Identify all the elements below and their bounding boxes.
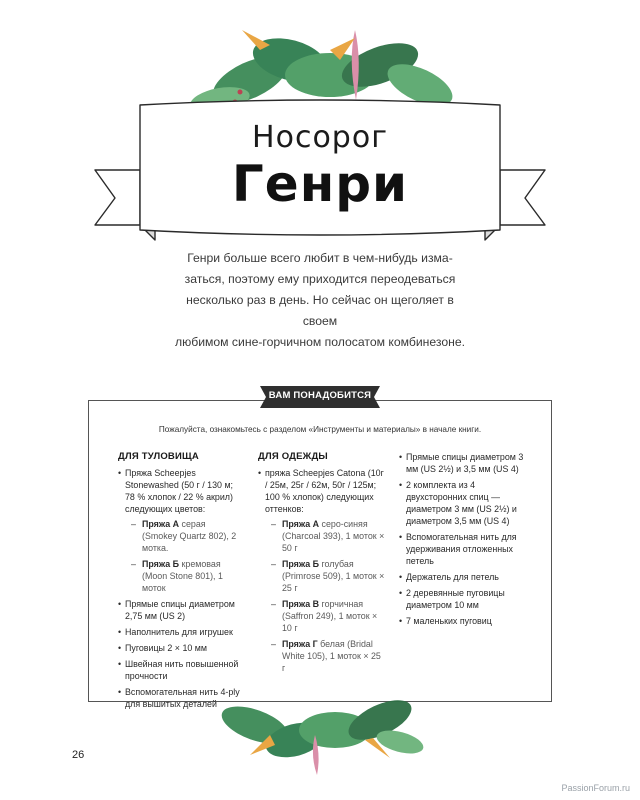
list-item: • Прямые спицы диаметром 3 мм (US 2½) и 3,5 мм (US 4) xyxy=(399,451,534,475)
page-number: 26 xyxy=(72,749,85,761)
yarn-item: – Пряжа А серая (Smokey Quartz 802), 2 мотка. xyxy=(125,518,243,554)
intro-line: несколько раз в день. Но сейчас он щеголяет в своем xyxy=(186,293,454,328)
list-item: • Держатель для петель xyxy=(399,571,534,583)
yarn-item: – Пряжа А серо-синяя (Charcoal 393), 1 моток × 50 г xyxy=(265,518,386,554)
tropical-leaves-bottom-illustration xyxy=(215,680,430,780)
list-item: • 2 деревянные пуговицы диаметром 10 мм xyxy=(399,587,534,611)
list-item: • Швейная нить повышенной прочности xyxy=(118,658,243,682)
list-item: • 7 маленьких пуговиц xyxy=(399,615,534,627)
watermark: PassionForum.ru xyxy=(561,783,630,793)
list-item: • Прямые спицы диаметром 2,75 мм (US 2) xyxy=(118,598,243,622)
body-materials-column xyxy=(118,451,243,714)
list-item: • Вспомогательная нить для удерживания отложенных петель xyxy=(399,531,534,567)
page-title: Генри xyxy=(231,155,409,213)
list-item: • 2 комплекта из 4 двухсторонних спиц — диаметром 3 мм (US 2½) и диаметром 3,5 мм (US 4) xyxy=(399,479,534,527)
yarn-item: – Пряжа Г белая (Bridal White 105), 1 моток × 25 г xyxy=(265,638,386,674)
list-item: • Пуговицы 2 × 10 мм xyxy=(118,642,243,654)
yarn-item: – Пряжа В горчичная (Saffron 249), 1 моток × 10 г xyxy=(265,598,386,634)
materials-note: Пожалуйста, ознакомьтесь с разделом «Инструменты и материалы» в начале книги. xyxy=(158,425,482,434)
intro-line: заться, поэтому ему приходится переодеваться xyxy=(184,272,456,286)
yarn-item: – Пряжа Б голубая (Primrose 509), 1 моток × 25 г xyxy=(265,558,386,594)
list-item: • пряжа Scheepjes Catona (10г / 25м, 25г / 62м, 50г / 125м; 100 % хлопок) следующих оттенков: – Пряжа А серо-синяя (Charcoal 393), 1 моток × 50 г – Пряжа Б голубая (Primrose 509), 1 моток × 25 г – Пряжа В горчичная (Saffron 249), 1 моток × 10 г – Пряжа Г белая (Bridal White 105), 1 моток × 25 г xyxy=(258,467,386,674)
list-item: • Пряжа Scheepjes Stonewashed (50 г / 130 м; 78 % хлопок / 22 % акрил) следующих цветов: – Пряжа А серая (Smokey Quartz 802), 2 мотка. – Пряжа Б кремовая (Moon Stone 801), 1 моток xyxy=(118,467,243,594)
clothes-materials-column xyxy=(258,451,386,678)
title-subtitle: Носорог xyxy=(252,120,388,155)
column-heading: ДЛЯ ОДЕЖДЫ xyxy=(258,451,328,462)
intro-paragraph xyxy=(170,248,470,353)
tools-column xyxy=(399,451,534,631)
intro-line: Генри больше всего любит в чем-нибудь изма- xyxy=(187,251,453,265)
list-item: • Вспомогательная нить 4-ply для вышитых деталей xyxy=(118,686,243,710)
list-item: • Наполнитель для игрушек xyxy=(118,626,243,638)
materials-badge: ВАМ ПОНАДОБИТСЯ xyxy=(268,390,372,401)
intro-line: любимом сине-горчичном полосатом комбинезоне. xyxy=(174,335,466,349)
column-heading: ДЛЯ ТУЛОВИЩА xyxy=(118,451,199,462)
yarn-item: – Пряжа Б кремовая (Moon Stone 801), 1 моток xyxy=(125,558,243,594)
